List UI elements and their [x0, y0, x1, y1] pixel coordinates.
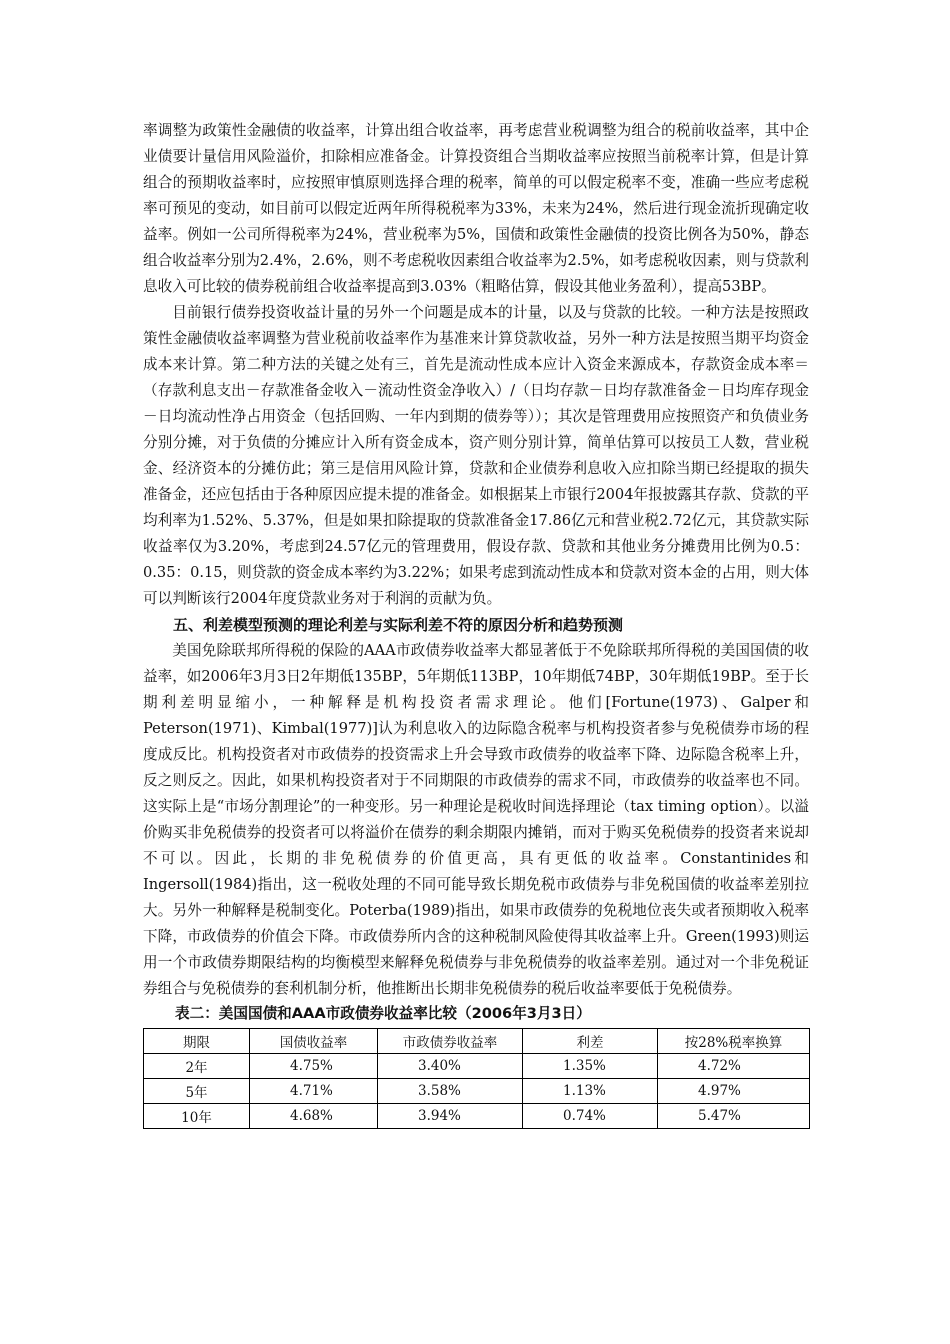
table-header-row [144, 1029, 810, 1054]
cell-term: 5年 [144, 1079, 250, 1104]
document-page [143, 118, 809, 1129]
table-caption: 表二：美国国债和AAA市政债券收益率比较（2006年3月3日） [175, 1005, 591, 1022]
cell-treasury-yield: 4.75% [250, 1054, 378, 1079]
yield-comparison-table [143, 1028, 810, 1129]
cell-term: 10年 [144, 1104, 250, 1129]
cell-treasury-yield: 4.71% [250, 1079, 378, 1104]
cell-muni-yield: 3.58% [378, 1079, 523, 1104]
header-muni-yield: 市政债券收益率 [378, 1029, 523, 1054]
cell-muni-yield: 3.94% [378, 1104, 523, 1129]
cell-term: 2年 [144, 1054, 250, 1079]
paragraph-continued: 率调整为政策性金融债的收益率，计算出组合收益率，再考虑营业税调整为组合的税前收益率，其中企业债要计量信用风险溢价，扣除相应准备金。计算投资组合当期收益率应按照当前税率计算，但是计算组合的预期收益率时，应按照审慎原则选择合理的税率，简单的可以假定税率不变，准确一些应考虑税率可预见的变动，如目前可以假定近两年所得税税率为33%，未来为24%，然后进行现金流折现确定收益率。例如一公司所得税率为24%，营业税率为5%，国债和政策性金融债的投资比例各为50%，静态组合收益率分别为2.4%，2.6%，则不考虑税收因素组合收益率为2.5%，如考虑税收因素，则与贷款利息收入可比较的债券税前组合收益率提高到3.03%（粗略估算，假设其他业务盈利），提高53BP。 [143, 122, 809, 295]
cell-spread: 0.74% [523, 1104, 658, 1129]
cell-tax-equivalent: 4.97% [658, 1079, 810, 1104]
section-heading: 五、利差模型预测的理论利差与实际利差不符的原因分析和趋势预测 [173, 616, 624, 634]
header-term: 期限 [144, 1029, 250, 1054]
header-spread: 利差 [523, 1029, 658, 1054]
table-row [144, 1054, 810, 1079]
cell-treasury-yield: 4.68% [250, 1104, 378, 1129]
cell-spread: 1.13% [523, 1079, 658, 1104]
header-tax-equivalent: 按28%税率换算 [658, 1029, 810, 1054]
cell-spread: 1.35% [523, 1054, 658, 1079]
table-row [144, 1079, 810, 1104]
header-treasury-yield: 国债收益率 [250, 1029, 378, 1054]
cell-muni-yield: 3.40% [378, 1054, 523, 1079]
paragraph-cost-measurement: 目前银行债券投资收益计量的另外一个问题是成本的计量，以及与贷款的比较。一种方法是按照政策性金融债收益率调整为营业税前收益率作为基准来计算贷款收益，另外一种方法是按照当期平均资金成本来计算。第二种方法的关键之处有三，首先是流动性成本应计入资金来源成本，存款资金成本率＝（存款利息支出－存款准备金收入－流动性资金净收入）/（日均存款－日均存款准备金－日均库存现金－日均流动性净占用资金（包括回购、一年内到期的债券等））；其次是管理费用应按照资产和负债业务分别分摊，对于负债的分摊应计入所有资金成本，资产则分别计算，简单估算可以按员工人数，营业税金、经济资本的分摊仿此；第三是信用风险计算，贷款和企业债券利息收入应扣除当期已经提取的损失准备金，还应包括由于各种原因应提未提的准备金。如根据某上市银行2004年报披露其存款、贷款的平均利率为1.52%、5.37%，但是如果扣除提取的贷款准备金17.86亿元和营业税2.72亿元，其贷款实际收益率仅为3.20%，考虑到24.57亿元的管理费用，假设存款、贷款和其他业务分摊费用比例为0.5：0.35：0.15，则贷款的资金成本率约为3.22%；如果考虑到流动性成本和贷款对资本金的占用，则大体可以判断该行2004年度贷款业务对于利润的贡献为负。 [143, 304, 809, 607]
cell-tax-equivalent: 5.47% [658, 1104, 810, 1129]
table-row [144, 1104, 810, 1129]
cell-tax-equivalent: 4.72% [658, 1054, 810, 1079]
paragraph-spread-theories: 美国免除联邦所得税的保险的AAA市政债券收益率大都显著低于不免除联邦所得税的美国国债的收益率，如2006年3月3日2年期低135BP，5年期低113BP，10年期低74BP，30年期低19BP。至于长期利差明显缩小，一种解释是机构投资者需求理论。他们[Fortune(1973)、Galper和Peterson(1971)、Kimbal(1977)]认为利息收入的边际隐含税率与机构投资者参与免税债券市场的程度成反比。机构投资者对市政债券的投资需求上升会导致市政债券的收益率下降、边际隐含税率上升，反之则反之。因此，如果机构投资者对于不同期限的市政债券的需求不同，市政债券的收益率也不同。这实际上是“市场分割理论”的一种变形。另一种理论是税收时间选择理论（tax timing option）。以溢价购买非免税债券的投资者可以将溢价在债券的剩余期限内摊销，而对于购买免税债券的投资者来说却不可以。因此，长期的非免税债券的价值更高，具有更低的收益率。Constantinides和Ingersoll(1984)指出，这一税收处理的不同可能导致长期免税市政债券与非免税国债的收益率差别拉大。另外一种解释是税制变化。Poterba(1989)指出，如果市政债券的免税地位丧失或者预期收入税率下降，市政债券的价值会下降。市政债券所内含的这种税制风险使得其收益率上升。Green(1993)则运用一个市政债券期限结构的均衡模型来解释免税债券与非免税债券的收益率差别。通过对一个非免税证券组合与免税债券的套利机制分析，他推断出长期非免税债券的税后收益率要低于免税债券。 [143, 642, 809, 997]
